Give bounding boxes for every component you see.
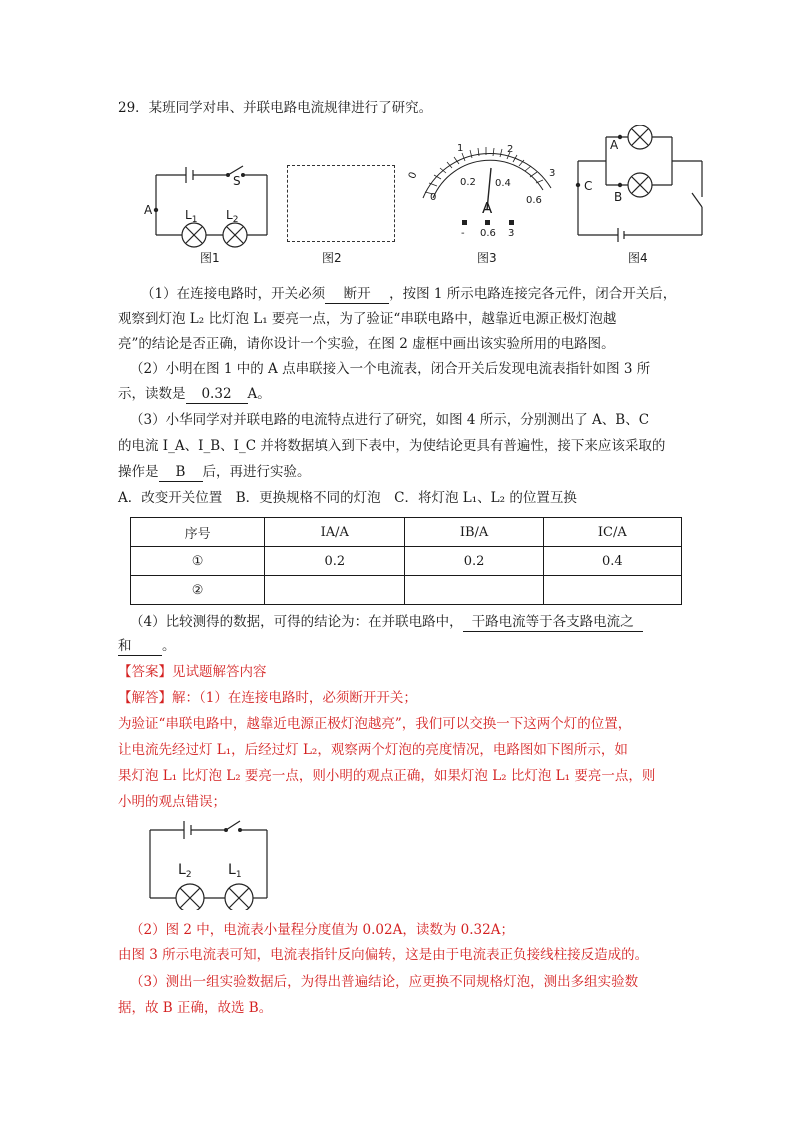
fig3-top-2: 2 <box>507 144 514 155</box>
fig3-caption: 图3 <box>477 251 497 265</box>
fig4-label-c: C <box>584 179 593 193</box>
part3-answer: B <box>159 463 203 482</box>
fig3-top-3: 3 <box>549 168 556 179</box>
fig1-label-l1: $L_1$ <box>185 208 198 225</box>
table-header-row <box>131 518 682 547</box>
part1-line2: 观察到灯泡 L₂ 比灯泡 L₁ 要亮一点，为了验证“串联电路中，越靠近电源正极灯泡越 <box>118 311 617 327</box>
data-table <box>130 517 682 605</box>
part3-line2: 的电流 I_A、I_B、I_C 并将数据填入到下表中，为使结论更具有普遍性，接下来应该采取的 <box>118 438 666 454</box>
fig1-label-l2: $L_2$ <box>226 208 239 225</box>
solution-line8: （3）测出一组实验数据后，为得出普遍结论，应更换不同规格灯泡，测出多组实验数 <box>130 974 639 990</box>
table-header: IB/A <box>405 518 543 547</box>
fig3-terminal-06: 0.6 <box>480 228 496 239</box>
part1-line3: 亮”的结论是否正确，请你设计一个实验，在图 2 虚框中画出该实验所用的电路图。 <box>118 336 615 352</box>
solution-line1: 【解答】解：（1）在连接电路时，必须断开开关； <box>118 690 417 706</box>
part2-line2: 示，读数是 0.32 A。 <box>118 386 271 402</box>
fig3-terminal-3: 3 <box>508 228 515 239</box>
part3-line3: 操作是 B 后，再进行实验。 <box>118 464 311 480</box>
fig3-bottom-02: 0.2 <box>460 177 476 188</box>
fig3-bottom-06: 0.6 <box>526 195 542 206</box>
fig3-top-0: 0 <box>406 170 420 181</box>
solution-line3: 让电流先经过灯 L₁，后经过灯 L₂，观察两个灯泡的亮度情况，电路图如下图所示，如 <box>118 742 628 758</box>
table-cell <box>265 576 405 605</box>
fig3-top-1: 1 <box>457 143 464 154</box>
solution-line6: （2）图 2 中，电流表小量程分度值为 0.02A，读数为 0.32A； <box>130 922 514 938</box>
fig3-unit: A <box>482 199 493 217</box>
table-cell <box>405 576 543 605</box>
solution-circuit-figure <box>140 815 280 910</box>
part4-line2: 和 。 <box>118 638 176 654</box>
fig1-caption: 图1 <box>200 251 220 265</box>
solution-line9: 据，故 B 正确，故选 B。 <box>118 1000 273 1016</box>
fig1-label-s: S <box>233 174 241 188</box>
fig3-bottom-0: 0 <box>430 192 437 203</box>
solution-line2: 为验证“串联电路中，越靠近电源正极灯泡越亮”，我们可以交换一下这两个灯的位置， <box>118 716 632 732</box>
figure-2-dashed-box <box>287 165 395 242</box>
part4-answer-1: 干路电流等于各支路电流之 <box>463 613 643 632</box>
table-cell: 0.2 <box>405 547 543 576</box>
part3-line1: （3）小华同学对并联电路的电流特点进行了研究，如图 4 所示，分别测出了 A、B、C <box>130 412 650 428</box>
solution-line7: 由图 3 所示电流表可知，电流表指针反向偏转，这是由于电流表正负接线柱接反造成的。 <box>118 947 649 963</box>
part2-answer: 0.32 <box>186 385 248 404</box>
part4-line1: （4）比较测得的数据，可得的结论为：在并联电路中， 干路电流等于各支路电流之 <box>130 613 643 632</box>
table-row <box>131 576 682 605</box>
part1-answer: 断开 <box>325 285 389 304</box>
fig2-caption: 图2 <box>322 251 342 265</box>
fig3-terminal-neg: - <box>461 228 465 239</box>
table-cell: 0.2 <box>265 547 405 576</box>
answer-line: 【答案】见试题解答内容 <box>118 664 267 680</box>
table-row <box>131 547 682 576</box>
table-header: IA/A <box>265 518 405 547</box>
fig1-label-a: A <box>144 203 153 217</box>
table-cell <box>543 576 681 605</box>
table-cell: ② <box>131 576 265 605</box>
part1-line1: （1）在连接电路时，开关必须 断开 ，按图 1 所示电路连接完各元件，闭合开关后， <box>141 286 677 302</box>
fig4-label-b: B <box>614 190 623 204</box>
solution-fig-label-l2: $L_2$ <box>178 862 192 880</box>
part4-answer-2: 和 <box>118 637 162 656</box>
fig4-caption: 图4 <box>628 251 648 265</box>
figure-1-series-circuit <box>140 155 275 255</box>
solution-line4: 果灯泡 L₁ 比灯泡 L₂ 要亮一点，则小明的观点正确，如果灯泡 L₂ 比灯泡 L₁ 要亮一点，则 <box>118 768 656 784</box>
table-header: 序号 <box>131 518 265 547</box>
solution-fig-label-l1: $L_1$ <box>228 862 242 880</box>
table-cell: 0.4 <box>543 547 681 576</box>
question-title: 29．某班同学对串、并联电路电流规律进行了研究。 <box>118 100 433 116</box>
part2-line1: （2）小明在图 1 中的 A 点串联接入一个电流表，闭合开关后发现电流表指针如图 3 所 <box>130 361 651 377</box>
solution-line5: 小明的观点错误； <box>118 794 226 810</box>
table-cell: ① <box>131 547 265 576</box>
table-header: IC/A <box>543 518 681 547</box>
part3-options: A．改变开关位置 B．更换规格不同的灯泡 C．将灯泡 L₁、L₂ 的位置互换 <box>118 490 577 506</box>
fig3-bottom-04: 0.4 <box>495 178 511 189</box>
fig4-label-a: A <box>610 138 619 152</box>
